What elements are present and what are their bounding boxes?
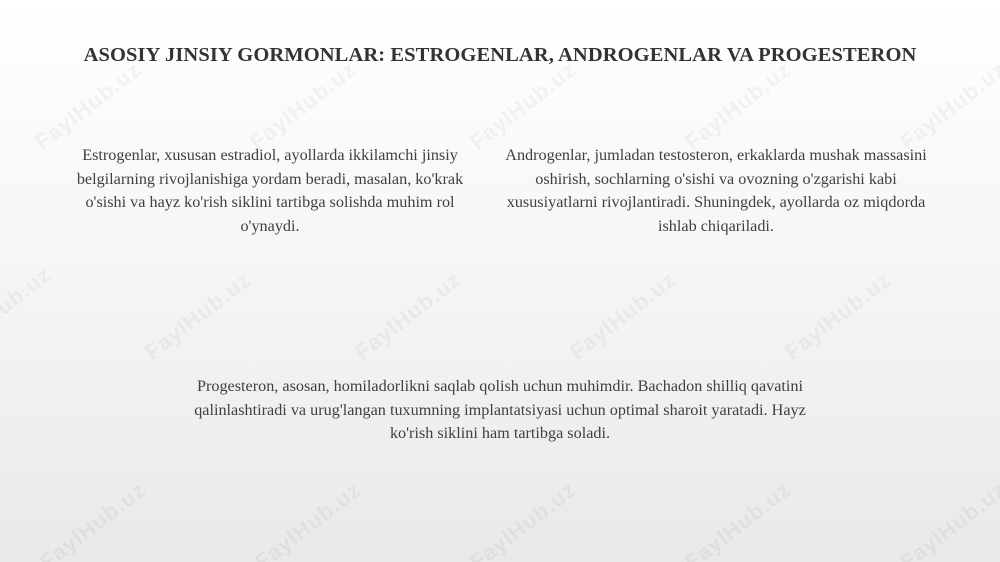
slide-title: ASOSIY JINSIY GORMONLAR: ESTROGENLAR, ANDROGENLAR VA PROGESTERON [83, 44, 917, 66]
watermark [350, 267, 466, 366]
watermark [680, 57, 796, 156]
watermark [0, 262, 56, 361]
progesteron-paragraph: Progesteron, asosan, homiladorlikni saqlab qolish uchun muhimdir. Bachadon shilliq qavatini qalinlashtiradi va urug'langan tuxumning implantatsiyasi uchun optimal sharoit yaratadi. Hayz ko'rish siklini ham tartibga soladi. [194, 377, 806, 442]
watermark [465, 477, 581, 562]
watermark [780, 267, 896, 366]
watermark [35, 477, 151, 562]
watermark [895, 477, 1000, 562]
watermark [245, 57, 361, 156]
watermark [680, 477, 796, 562]
watermark [140, 267, 256, 366]
watermark [465, 57, 581, 156]
watermark [565, 267, 681, 366]
watermark [250, 477, 366, 562]
androgen-paragraph: Androgenlar, jumladan testosteron, erkaklarda mushak massasini oshirish, sochlarning o'sishi va ovozning o'zgarishi kabi xususiyatlarni rivojlantiradi. Shuningdek, ayollarda oz miqdorda ishlab chiqariladi. [505, 146, 927, 235]
watermark [30, 57, 146, 156]
estrogen-paragraph: Estrogenlar, xususan estradiol, ayollarda ikkilamchi jinsiy belgilarning rivojlanishiga yordam beradi, masalan, ko'krak o'sishi va hayz ko'rish siklini tartibga solishda muhim rol o'ynaydi. [76, 146, 464, 235]
watermark [895, 57, 1000, 156]
